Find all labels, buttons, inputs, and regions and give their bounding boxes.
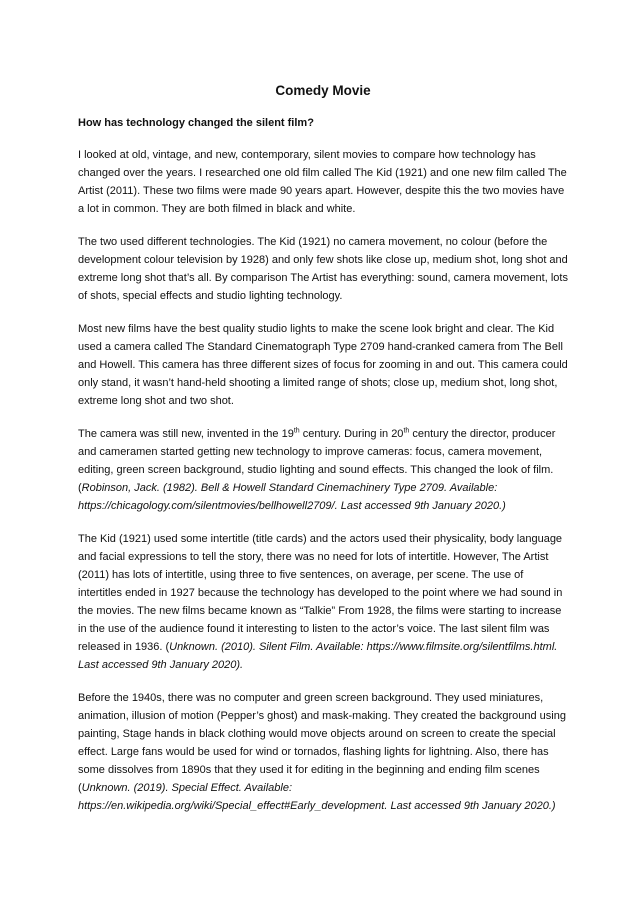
section-question: How has technology changed the silent film? bbox=[78, 117, 314, 129]
citation: Unknown. (2010). Silent Film. Available: https://www.filmsite.org/silentfilms.html. Last accessed 9th January 2020). bbox=[78, 641, 558, 671]
paragraph-3: Most new films have the best quality studio lights to make the scene look bright and clear. The Kid used a camera called The Standard Cinematograph Type 2709 hand-cranked camera from The Bell and Howell. This camera has three different sizes of focus for zooming in and out. This camera could only stand, it wasn’t hand-held shooting a limited range of shots; close up, medium shot, long shot, extreme long shot and two shot. bbox=[78, 323, 568, 407]
paragraph-4-text-a: The camera was still new, invented in the 19 bbox=[78, 428, 294, 440]
citation: Unknown. (2019). Special Effect. Available: https://en.wikipedia.org/wiki/Special_effect#Early_development. Last accessed 9th January 2020.) bbox=[78, 782, 556, 812]
citation: Robinson, Jack. (1982). Bell & Howell Standard Cinemachinery Type 2709. Available: https://chicagology.com/silentmovies/bellhowell2709/. Last accessed 9th January 2020.) bbox=[78, 482, 506, 512]
superscript-th: th bbox=[403, 427, 410, 435]
paragraph-5 bbox=[78, 530, 568, 674]
paragraph-6 bbox=[78, 689, 568, 815]
paragraph-5-text: The Kid (1921) used some intertitle (title cards) and the actors used their physicality, body language and facial expressions to tell the story, there was no need for lots of intertitle. However, The Artist (2011) has lots of intertitle, using three to five sentences, on average, per scene. The use of intertitles ended in 1927 because the technology has developed to the point where we had sound in the movies. The new films became known as “Talkie” From 1928, the films were starting to increase in the use of the audience found it interesting to listen to the actor’s voice. The last silent film was released in 1936. ( bbox=[78, 533, 563, 653]
paragraph-4-text-b: century. During in 20 bbox=[299, 428, 404, 440]
paragraph-6-text: Before the 1940s, there was no computer and green screen background. They used miniatures, animation, illusion of motion (Pepper’s ghost) and mask-making. They created the background using painting, Stage hands in black clothing would move objects around on screen to create the special effect. Large fans would be used for wind or tornados, flashing lights for lightning. Also, there has some dissolves from 1890s that they used it for editing in the beginning and ending film scenes ( bbox=[78, 692, 566, 794]
paragraph-1: I looked at old, vintage, and new, contemporary, silent movies to compare how technology has changed over the years. I researched one old film called The Kid (1921) and one new film called The Artist (2011). These two films were made 90 years apart. However, despite this the two movies have a lot in common. They are both filmed in black and white. bbox=[78, 149, 567, 215]
page-title: Comedy Movie bbox=[275, 83, 371, 98]
paragraph-4-text-c: century the director, producer and cameramen started getting new technology to improve cameras: focus, camera movement, editing, green screen background, studio lighting and sound effects. This changed the look of film. ( bbox=[78, 428, 556, 494]
paragraph-4 bbox=[78, 425, 568, 515]
paragraph-2: The two used different technologies. The Kid (1921) no camera movement, no colour (before the development colour television by 1928) and only few shots like close up, medium shot, long shot and extreme long shot that’s all. By comparison The Artist has everything: sound, camera movement, lots of shots, special effects and studio lighting technology. bbox=[78, 236, 568, 302]
superscript-th: th bbox=[293, 427, 300, 435]
